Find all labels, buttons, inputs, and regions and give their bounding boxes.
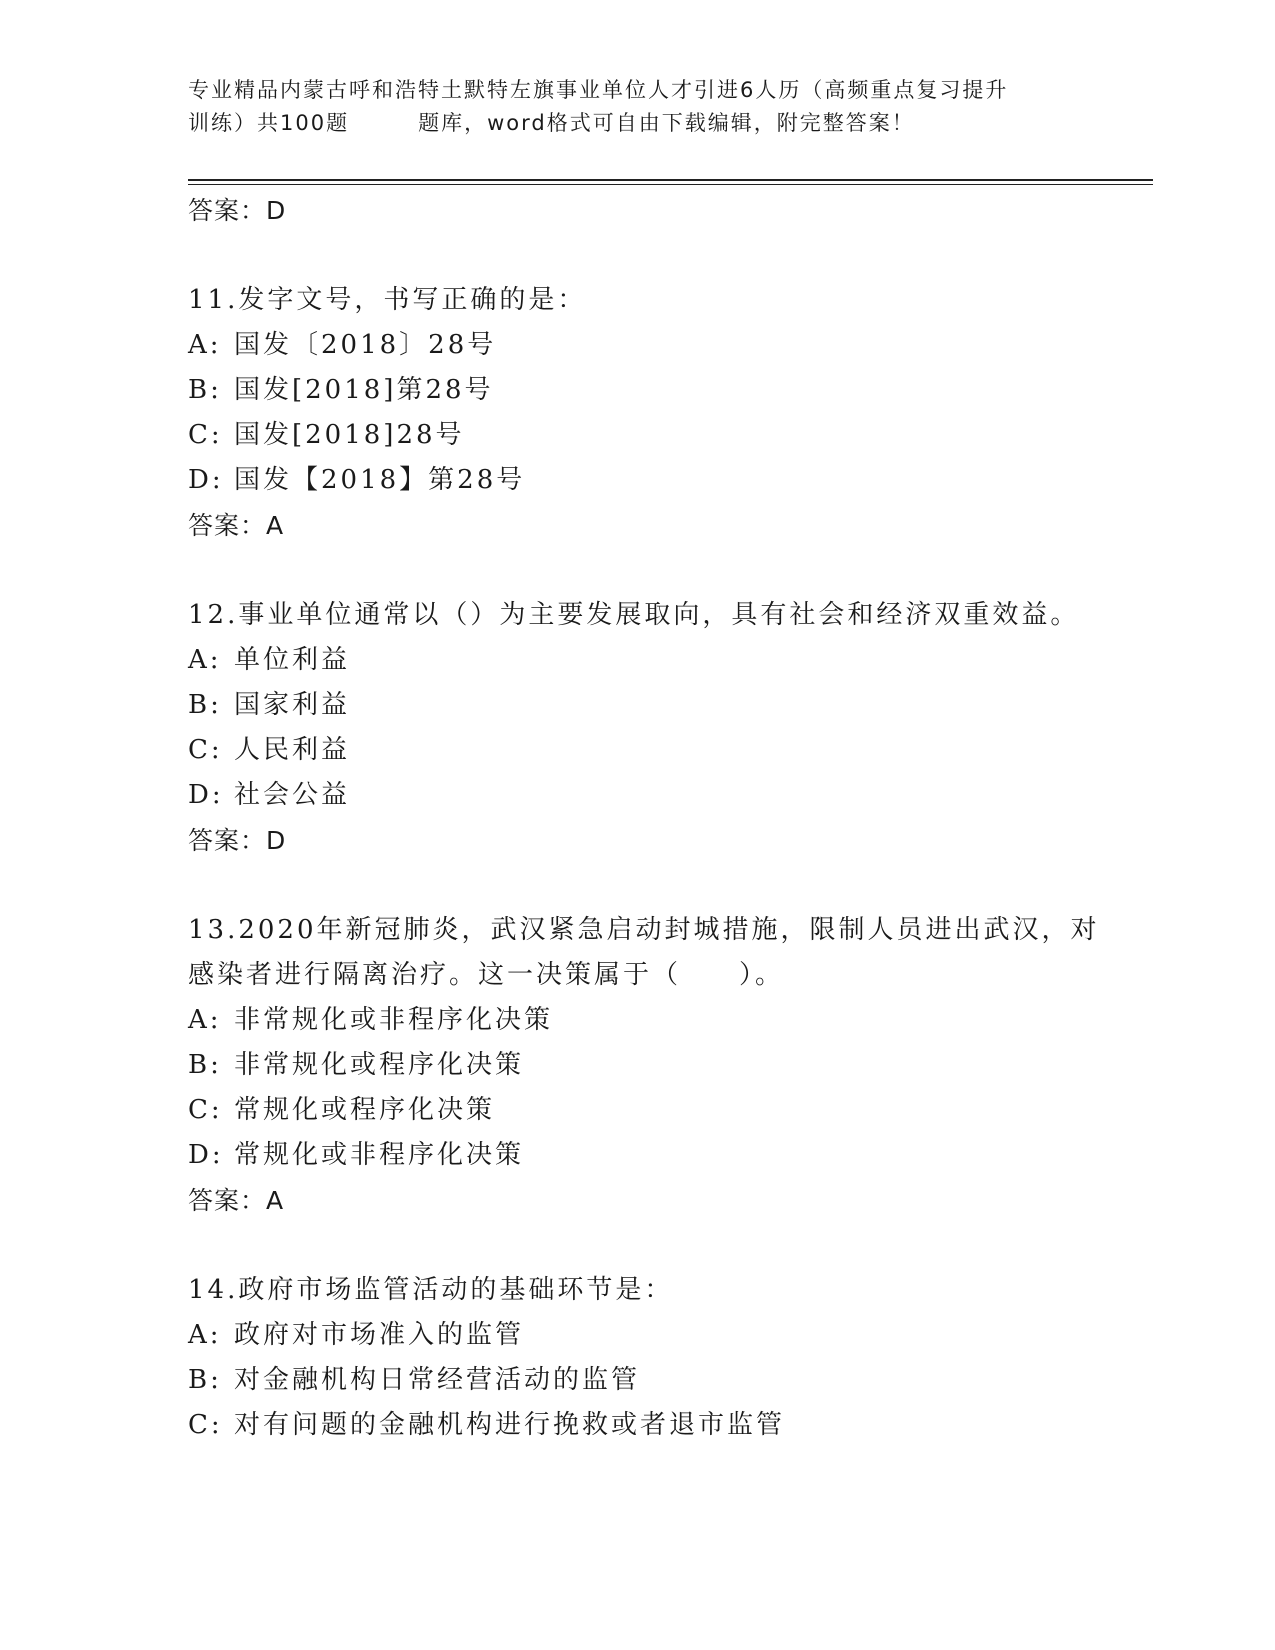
question-14: [188, 1268, 1118, 1448]
option-letter: D:: [188, 465, 224, 495]
option-c: [188, 728, 1118, 773]
option-a: [188, 323, 1118, 368]
option-text: 政府对市场准入的监管: [234, 1320, 525, 1350]
option-text: 常规化或程序化决策: [234, 1095, 496, 1125]
option-letter: A:: [188, 330, 222, 360]
question-text: 12.事业单位通常以（）为主要发展取向，具有社会和经济双重效益。: [188, 600, 1080, 630]
previous-answer: 答案：D: [188, 196, 287, 225]
question-text: 14.政府市场监管活动的基础环节是：: [188, 1275, 674, 1305]
option-letter: B:: [188, 375, 222, 405]
option-text: 国发[2018]28号: [234, 420, 465, 450]
document-body: [188, 188, 1118, 1448]
option-text: 国发〔2018〕28号: [234, 330, 497, 360]
option-text: 对有问题的金融机构进行挽救或者退市监管: [234, 1410, 786, 1440]
option-d: [188, 458, 1118, 503]
option-letter: C:: [188, 1410, 223, 1440]
option-text: 社会公益: [234, 780, 351, 810]
option-a: [188, 1313, 1118, 1358]
option-letter: A:: [188, 1005, 222, 1035]
header-line-2: 训练）共100题 题库，word格式可自由下载编辑，附完整答案！: [188, 111, 915, 135]
answer: 答案：D: [188, 826, 287, 855]
option-c: [188, 413, 1118, 458]
option-text: 常规化或非程序化决策: [234, 1140, 525, 1170]
option-b: [188, 683, 1118, 728]
option-b: [188, 368, 1118, 413]
option-text: 国发[2018]第28号: [234, 375, 494, 405]
option-letter: A:: [188, 1320, 222, 1350]
option-letter: C:: [188, 1095, 223, 1125]
option-c: [188, 1088, 1118, 1133]
question-13: [188, 908, 1118, 1223]
answer: 答案：A: [188, 511, 285, 540]
option-b: [188, 1043, 1118, 1088]
option-text: 国发【2018】第28号: [234, 465, 526, 495]
option-letter: B:: [188, 690, 222, 720]
option-d: [188, 1133, 1118, 1178]
option-text: 人民利益: [234, 735, 351, 765]
option-letter: A:: [188, 645, 222, 675]
page-header: [188, 74, 1088, 140]
question-text: 13.2020年新冠肺炎，武汉紧急启动封城措施，限制人员进出武汉，对感染者进行隔离治疗。这一决策属于（ ）。: [188, 915, 1100, 990]
option-letter: C:: [188, 735, 223, 765]
answer: 答案：A: [188, 1186, 285, 1215]
option-text: 非常规化或程序化决策: [234, 1050, 525, 1080]
header-divider: [188, 179, 1153, 185]
option-a: [188, 638, 1118, 683]
option-b: [188, 1358, 1118, 1403]
option-text: 非常规化或非程序化决策: [234, 1005, 554, 1035]
option-text: 单位利益: [234, 645, 351, 675]
question-12: [188, 593, 1118, 863]
option-c: [188, 1403, 1118, 1448]
option-letter: B:: [188, 1365, 222, 1395]
option-letter: B:: [188, 1050, 222, 1080]
option-d: [188, 773, 1118, 818]
option-letter: C:: [188, 420, 223, 450]
option-text: 国家利益: [234, 690, 351, 720]
option-letter: D:: [188, 1140, 224, 1170]
option-letter: D:: [188, 780, 224, 810]
question-text: 11.发字文号，书写正确的是：: [188, 285, 587, 315]
header-line-1: 专业精品内蒙古呼和浩特土默特左旗事业单位人才引进6人历（高频重点复习提升: [188, 78, 1009, 102]
question-11: [188, 278, 1118, 548]
option-text: 对金融机构日常经营活动的监管: [234, 1365, 641, 1395]
option-a: [188, 998, 1118, 1043]
